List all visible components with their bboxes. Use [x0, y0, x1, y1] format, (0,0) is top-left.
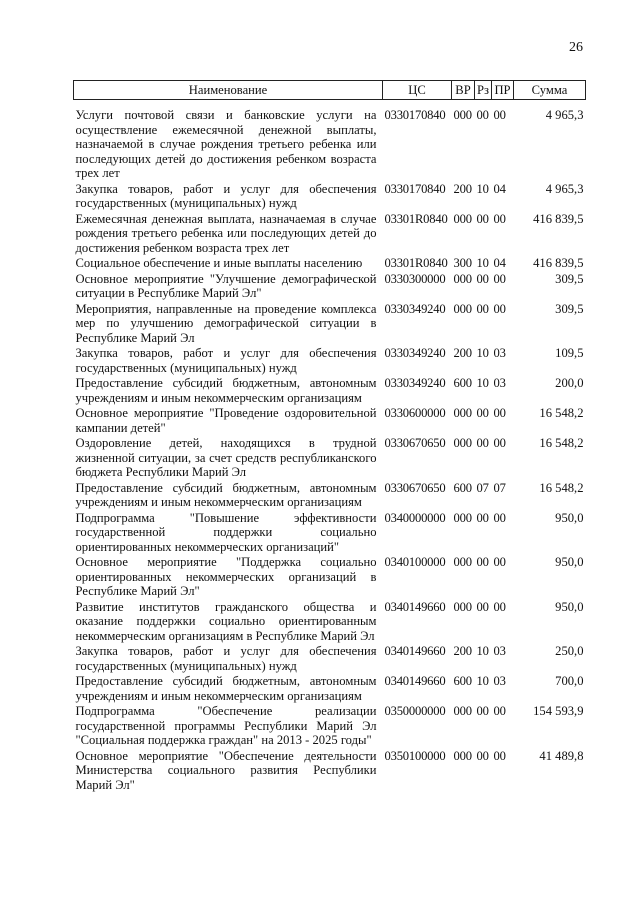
row-vr-code: 000 [453, 510, 472, 525]
row-vr-code: 000 [453, 704, 472, 718]
row-pr-code: 00 [493, 436, 506, 450]
table-row [74, 436, 586, 481]
row-sum: 16 548,2 [539, 436, 584, 450]
row-sum: 16 548,2 [539, 406, 584, 420]
row-rz-code: 00 [476, 436, 489, 450]
row-vr-code: 000 [453, 436, 472, 450]
row-cs-code: 0340149660 [384, 644, 446, 658]
column-header-cs: ЦС [383, 81, 452, 100]
row-cs-code: 0330170840 [384, 108, 446, 122]
row-name: Предоставление субсидий бюджетным, автономным учреждениям и иным некоммерческим организациям [75, 376, 377, 405]
table-row [74, 674, 586, 704]
row-name: Закупка товаров, работ и услуг для обеспечения государственных (муниципальных) нужд [75, 346, 377, 375]
row-rz-code: 00 [476, 599, 489, 614]
row-sum: 41 489,8 [539, 748, 584, 763]
row-sum: 4 965,3 [545, 108, 584, 122]
table-row [74, 600, 586, 645]
row-name: Основное мероприятие "Улучшение демографической ситуации в Республике Марий Эл" [75, 271, 377, 300]
row-name: Развитие институтов гражданского общества и оказание поддержки социально ориентированным некоммерческим организациям в Республике Марий Эл [75, 599, 377, 643]
row-rz-code: 00 [476, 211, 489, 226]
row-pr-code: 00 [493, 211, 506, 226]
table-row [74, 704, 586, 749]
row-sum: 154 593,9 [533, 704, 584, 718]
row-pr-code: 00 [493, 510, 506, 525]
row-vr-code: 000 [453, 555, 472, 569]
row-name: Закупка товаров, работ и услуг для обеспечения государственных (муниципальных) нужд [75, 644, 377, 673]
row-name: Мероприятия, направленные на проведение комплекса мер по улучшению демографической ситуации в Республике Марий Эл [75, 301, 377, 345]
row-rz-code: 00 [476, 301, 489, 316]
row-vr-code: 300 [453, 256, 472, 270]
row-cs-code: 0340000000 [384, 510, 446, 525]
row-name: Услуги почтовой связи и банковские услуги на осуществление ежемесячной денежной выплаты, назначаемой в случае рождения третьего ребенка или последующих детей до достижения ребенком возраста трех лет [75, 108, 377, 180]
row-cs-code: 0330349240 [384, 301, 446, 316]
row-cs-code: 0340100000 [384, 555, 446, 569]
row-vr-code: 000 [453, 301, 472, 316]
table-header-row [74, 81, 586, 100]
row-pr-code: 00 [493, 301, 506, 316]
row-cs-code: 0330300000 [384, 271, 446, 286]
row-rz-code: 00 [476, 555, 489, 569]
row-sum: 4 965,3 [545, 181, 584, 196]
row-name: Основное мероприятие "Поддержка социально ориентированных некоммерческих организаций в Республике Марий Эл" [75, 555, 377, 598]
row-pr-code: 03 [493, 644, 506, 658]
row-name: Закупка товаров, работ и услуг для обеспечения государственных (муниципальных) нужд [75, 181, 377, 210]
row-sum: 700,0 [555, 674, 584, 688]
row-sum: 950,0 [555, 599, 584, 614]
row-cs-code: 0330600000 [384, 406, 446, 420]
row-name: Основное мероприятие "Обеспечение деятельности Министерства социального развития Республики Марий Эл" [75, 748, 377, 792]
row-pr-code: 07 [493, 480, 506, 495]
budget-table [73, 80, 586, 793]
row-name: Основное мероприятие "Проведение оздоровительной кампании детей" [75, 406, 377, 435]
page-number: 26 [569, 40, 583, 55]
row-pr-code: 03 [493, 674, 506, 688]
row-pr-code: 00 [493, 555, 506, 569]
row-pr-code: 00 [493, 704, 506, 718]
table-row [74, 406, 586, 436]
column-header-vr: ВР [452, 81, 475, 100]
row-pr-code: 00 [493, 748, 506, 763]
row-cs-code: 0350000000 [384, 704, 446, 718]
row-name: Ежемесячная денежная выплата, назначаемая в случае рождения третьего ребенка или последующих детей до достижения ребенком возраста трех лет [75, 211, 377, 255]
row-rz-code: 10 [476, 644, 489, 658]
row-vr-code: 600 [453, 376, 472, 390]
row-cs-code: 03301R0840 [384, 211, 448, 226]
row-sum: 200,0 [555, 376, 584, 390]
table-row [74, 511, 586, 556]
row-name: Оздоровление детей, находящихся в трудной жизненной ситуации, за счет средств республиканского бюджета Республики Марий Эл [75, 436, 377, 479]
row-rz-code: 10 [476, 181, 489, 196]
row-sum: 950,0 [555, 510, 584, 525]
row-rz-code: 10 [476, 376, 489, 390]
table-row [74, 481, 586, 511]
table-row [74, 644, 586, 674]
row-sum: 309,5 [555, 301, 584, 316]
row-pr-code: 00 [493, 599, 506, 614]
row-cs-code: 0330670650 [384, 480, 446, 495]
row-name: Предоставление субсидий бюджетным, автономным учреждениям и иным некоммерческим организациям [75, 480, 377, 509]
row-rz-code: 00 [476, 748, 489, 763]
row-vr-code: 200 [453, 181, 472, 196]
table-row [74, 212, 586, 257]
column-header-pr: ПР [492, 81, 514, 100]
row-cs-code: 0330670650 [384, 436, 446, 450]
column-header-rz: Рз [475, 81, 492, 100]
row-pr-code: 04 [493, 256, 506, 270]
row-sum: 16 548,2 [539, 480, 584, 495]
table-row [74, 272, 586, 302]
row-pr-code: 03 [493, 376, 506, 390]
row-pr-code: 00 [493, 406, 506, 420]
row-rz-code: 00 [476, 510, 489, 525]
table-row [74, 346, 586, 376]
row-sum: 309,5 [555, 271, 584, 286]
column-header-sum: Сумма [514, 81, 586, 100]
row-sum: 416 839,5 [533, 211, 584, 226]
table-row [74, 749, 586, 794]
row-vr-code: 000 [453, 108, 472, 122]
table-body [74, 100, 586, 794]
row-name: Социальное обеспечение и иные выплаты населению [75, 256, 363, 270]
row-cs-code: 0350100000 [384, 748, 446, 763]
row-vr-code: 000 [453, 748, 472, 763]
row-vr-code: 600 [453, 480, 472, 495]
table-row [74, 256, 586, 272]
row-sum: 109,5 [555, 346, 584, 360]
row-vr-code: 000 [453, 271, 472, 286]
table-row [74, 100, 586, 182]
row-name: Подпрограмма "Повышение эффективности государственной поддержки социально ориентированных некоммерческих организаций" [75, 510, 377, 554]
row-name: Подпрограмма "Обеспечение реализации государственной программы Республики Марий Эл "Социальная поддержка граждан" на 2013 - 2025 годы" [75, 704, 377, 747]
table-row [74, 555, 586, 600]
row-pr-code: 03 [493, 346, 506, 360]
table-row [74, 182, 586, 212]
row-vr-code: 200 [453, 346, 472, 360]
row-rz-code: 10 [476, 674, 489, 688]
row-rz-code: 10 [476, 256, 489, 270]
row-sum: 416 839,5 [533, 256, 584, 270]
row-rz-code: 10 [476, 346, 489, 360]
column-header-name: Наименование [74, 81, 383, 100]
row-rz-code: 00 [476, 271, 489, 286]
row-vr-code: 600 [453, 674, 472, 688]
table-row [74, 376, 586, 406]
table-row [74, 302, 586, 347]
row-pr-code: 00 [493, 108, 506, 122]
row-pr-code: 00 [493, 271, 506, 286]
row-vr-code: 000 [453, 406, 472, 420]
row-cs-code: 0330349240 [384, 346, 446, 360]
row-vr-code: 200 [453, 644, 472, 658]
row-cs-code: 0330349240 [384, 376, 446, 390]
row-rz-code: 07 [476, 480, 489, 495]
row-sum: 950,0 [555, 555, 584, 569]
row-pr-code: 04 [493, 181, 506, 196]
row-vr-code: 000 [453, 599, 472, 614]
row-sum: 250,0 [555, 644, 584, 658]
row-cs-code: 03301R0840 [384, 256, 448, 270]
row-rz-code: 00 [476, 704, 489, 718]
row-cs-code: 0340149660 [384, 599, 446, 614]
row-rz-code: 00 [476, 108, 489, 122]
row-name: Предоставление субсидий бюджетным, автономным учреждениям и иным некоммерческим организациям [75, 674, 377, 703]
row-cs-code: 0330170840 [384, 181, 446, 196]
row-vr-code: 000 [453, 211, 472, 226]
row-cs-code: 0340149660 [384, 674, 446, 688]
row-rz-code: 00 [476, 406, 489, 420]
